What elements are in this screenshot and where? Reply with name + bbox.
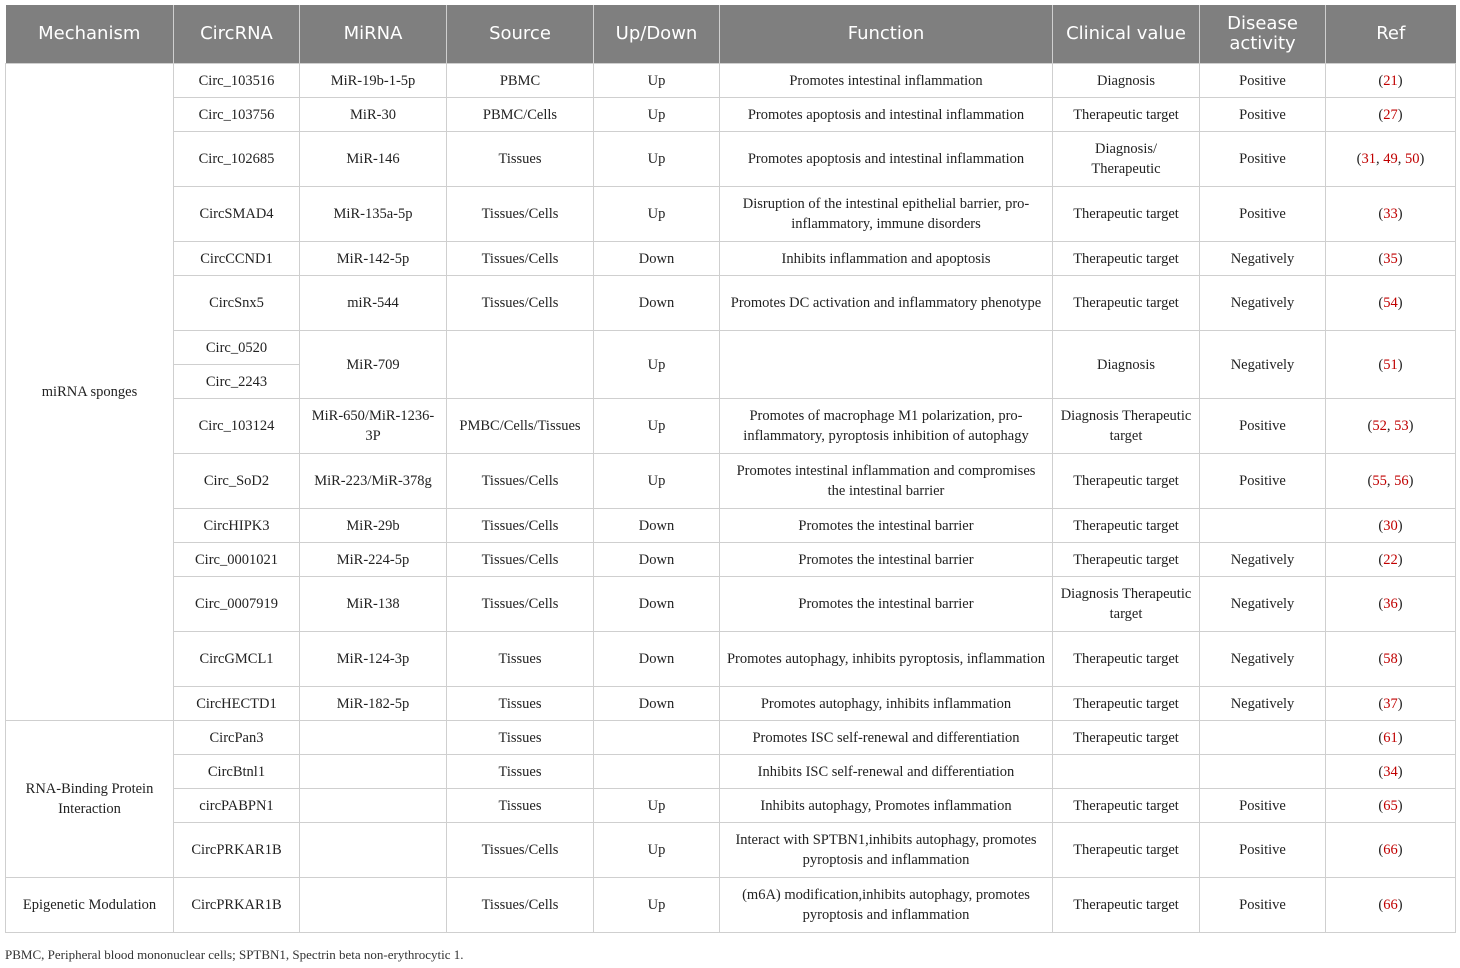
activity-cell: Positive xyxy=(1200,878,1326,933)
function-cell: (m6A) modification,inhibits autophagy, promotes pyroptosis and inflammation xyxy=(720,878,1053,933)
circrna-cell: CircHECTD1 xyxy=(174,687,300,721)
table-row xyxy=(6,721,1456,755)
table-row xyxy=(6,577,1456,632)
source-cell: Tissues/Cells xyxy=(447,242,594,276)
function-cell: Promotes ISC self-renewal and differentiation xyxy=(720,721,1053,755)
header-disease-activity: Disease activity xyxy=(1200,5,1326,64)
updown-cell xyxy=(594,755,720,789)
mirna-cell: miR-544 xyxy=(300,276,447,331)
activity-cell: Negatively xyxy=(1200,331,1326,399)
ref-link[interactable]: 66 xyxy=(1383,842,1398,858)
mechanism-cell-epigenetic: Epigenetic Modulation xyxy=(6,878,174,933)
mirna-cell: MiR-650/MiR-1236-3P xyxy=(300,399,447,454)
source-cell: Tissues xyxy=(447,789,594,823)
clinical-cell: Diagnosis xyxy=(1053,64,1200,98)
activity-cell xyxy=(1200,721,1326,755)
ref-cell: (61) xyxy=(1326,721,1456,755)
ref-cell: (34) xyxy=(1326,755,1456,789)
clinical-cell: Therapeutic target xyxy=(1053,878,1200,933)
table-row xyxy=(6,878,1456,933)
function-cell: Promotes of macrophage M1 polarization, pro-inflammatory, pyroptosis inhibition of autophagy xyxy=(720,399,1053,454)
clinical-cell: Therapeutic target xyxy=(1053,509,1200,543)
mirna-cell: MiR-182-5p xyxy=(300,687,447,721)
clinical-cell: Therapeutic target xyxy=(1053,543,1200,577)
clinical-cell: Therapeutic target xyxy=(1053,632,1200,687)
function-cell: Promotes apoptosis and intestinal inflammation xyxy=(720,98,1053,132)
function-cell: Disruption of the intestinal epithelial barrier, pro-inflammatory, immune disorders xyxy=(720,187,1053,242)
clinical-cell: Diagnosis Therapeutic target xyxy=(1053,577,1200,632)
mirna-cell xyxy=(300,878,447,933)
ref-cell: (58) xyxy=(1326,632,1456,687)
circrna-cell: Circ_0001021 xyxy=(174,543,300,577)
table-row xyxy=(6,399,1456,454)
ref-cell: (55, 56) xyxy=(1326,454,1456,509)
table-footnote: PBMC, Peripheral blood mononuclear cells; SPTBN1, Spectrin beta non-erythrocytic 1. xyxy=(5,947,464,962)
circrna-cell: CircSnx5 xyxy=(174,276,300,331)
source-cell: PMBC/Cells/Tissues xyxy=(447,399,594,454)
updown-cell: Down xyxy=(594,543,720,577)
ref-cell: (66) xyxy=(1326,878,1456,933)
updown-cell: Up xyxy=(594,454,720,509)
header-updown: Up/Down xyxy=(594,5,720,64)
activity-cell: Positive xyxy=(1200,187,1326,242)
updown-cell: Up xyxy=(594,823,720,878)
clinical-cell: Therapeutic target xyxy=(1053,454,1200,509)
updown-cell: Up xyxy=(594,331,720,399)
table-row xyxy=(6,789,1456,823)
function-cell: Inhibits ISC self-renewal and differentiation xyxy=(720,755,1053,789)
clinical-cell: Diagnosis xyxy=(1053,331,1200,399)
header-mechanism: Mechanism xyxy=(6,5,174,64)
circrna-cell: CircPRKAR1B xyxy=(174,878,300,933)
mirna-cell xyxy=(300,823,447,878)
circrna-cell: CircCCND1 xyxy=(174,242,300,276)
ref-cell: (54) xyxy=(1326,276,1456,331)
ref-link[interactable]: 27 xyxy=(1383,106,1398,123)
updown-cell: Up xyxy=(594,132,720,187)
mirna-cell: MiR-135a-5p xyxy=(300,187,447,242)
source-cell: Tissues/Cells xyxy=(447,454,594,509)
ref-cell: (66) xyxy=(1326,823,1456,878)
source-cell: Tissues xyxy=(447,755,594,789)
table-row xyxy=(6,509,1456,543)
ref-link[interactable]: 50 xyxy=(1405,151,1420,167)
function-cell: Inhibits inflammation and apoptosis xyxy=(720,242,1053,276)
ref-link[interactable]: 65 xyxy=(1383,797,1398,814)
clinical-cell: Therapeutic target xyxy=(1053,242,1200,276)
source-cell: Tissues xyxy=(447,132,594,187)
source-cell: Tissues/Cells xyxy=(447,577,594,632)
source-cell: Tissues xyxy=(447,687,594,721)
function-cell: Promotes the intestinal barrier xyxy=(720,577,1053,632)
activity-cell: Negatively xyxy=(1200,543,1326,577)
activity-cell: Positive xyxy=(1200,399,1326,454)
function-cell: Promotes apoptosis and intestinal inflammation xyxy=(720,132,1053,187)
function-cell: Promotes intestinal inflammation xyxy=(720,64,1053,98)
circrna-cell: Circ_0007919 xyxy=(174,577,300,632)
activity-cell: Positive xyxy=(1200,454,1326,509)
function-cell: Promotes DC activation and inflammatory phenotype xyxy=(720,276,1053,331)
circrna-cell: Circ_103516 xyxy=(174,64,300,98)
mirna-cell xyxy=(300,721,447,755)
circrna-cell: Circ_2243 xyxy=(174,365,300,399)
mechanism-cell-mirna-sponges: miRNA sponges xyxy=(6,64,174,721)
table-row xyxy=(6,242,1456,276)
function-cell: Promotes the intestinal barrier xyxy=(720,543,1053,577)
clinical-cell: Diagnosis Therapeutic target xyxy=(1053,399,1200,454)
activity-cell: Negatively xyxy=(1200,276,1326,331)
updown-cell: Up xyxy=(594,64,720,98)
ref-link[interactable]: 21 xyxy=(1383,72,1398,89)
mirna-cell: MiR-124-3p xyxy=(300,632,447,687)
activity-cell: Positive xyxy=(1200,789,1326,823)
header-ref: Ref xyxy=(1326,5,1456,64)
source-cell: Tissues/Cells xyxy=(447,276,594,331)
table-row xyxy=(6,64,1456,98)
updown-cell: Up xyxy=(594,187,720,242)
circrna-cell: Circ_103756 xyxy=(174,98,300,132)
clinical-cell: Diagnosis/ Therapeutic xyxy=(1053,132,1200,187)
mirna-cell: MiR-142-5p xyxy=(300,242,447,276)
mirna-cell: MiR-138 xyxy=(300,577,447,632)
table-row xyxy=(6,823,1456,878)
mirna-cell: MiR-223/MiR-378g xyxy=(300,454,447,509)
ref-link[interactable]: 22 xyxy=(1383,551,1398,568)
source-cell xyxy=(447,331,594,399)
source-cell: Tissues xyxy=(447,632,594,687)
mirna-cell xyxy=(300,789,447,823)
table-row xyxy=(6,98,1456,132)
function-cell: Promotes intestinal inflammation and compromises the intestinal barrier xyxy=(720,454,1053,509)
source-cell: Tissues/Cells xyxy=(447,509,594,543)
activity-cell: Negatively xyxy=(1200,242,1326,276)
ref-link[interactable]: 66 xyxy=(1383,897,1398,913)
ref-link[interactable]: 37 xyxy=(1383,695,1398,712)
function-cell: Promotes autophagy, inhibits pyroptosis, inflammation xyxy=(720,632,1053,687)
ref-link[interactable]: 30 xyxy=(1383,517,1398,534)
updown-cell: Down xyxy=(594,242,720,276)
ref-cell: (27) xyxy=(1326,98,1456,132)
circrna-cell: CircSMAD4 xyxy=(174,187,300,242)
table-row xyxy=(6,331,1456,365)
source-cell: Tissues/Cells xyxy=(447,543,594,577)
ref-cell: (22) xyxy=(1326,543,1456,577)
mirna-cell: MiR-30 xyxy=(300,98,447,132)
updown-cell: Up xyxy=(594,878,720,933)
function-cell: Interact with SPTBN1,inhibits autophagy, promotes pyroptosis and inflammation xyxy=(720,823,1053,878)
table-body xyxy=(6,64,1456,933)
ref-link[interactable]: 55 xyxy=(1372,473,1387,489)
activity-cell: Positive xyxy=(1200,823,1326,878)
mirna-cell: MiR-29b xyxy=(300,509,447,543)
header-circrna: CircRNA xyxy=(174,5,300,64)
updown-cell: Down xyxy=(594,577,720,632)
source-cell: Tissues xyxy=(447,721,594,755)
table-row xyxy=(6,632,1456,687)
function-cell: Inhibits autophagy, Promotes inflammation xyxy=(720,789,1053,823)
circrna-cell: circPABPN1 xyxy=(174,789,300,823)
ref-cell: (36) xyxy=(1326,577,1456,632)
ref-link[interactable]: 61 xyxy=(1383,729,1398,746)
mirna-cell: MiR-19b-1-5p xyxy=(300,64,447,98)
table-row xyxy=(6,276,1456,331)
function-cell: Promotes autophagy, inhibits inflammation xyxy=(720,687,1053,721)
clinical-cell: Therapeutic target xyxy=(1053,789,1200,823)
activity-cell xyxy=(1200,755,1326,789)
ref-cell: (33) xyxy=(1326,187,1456,242)
activity-cell: Negatively xyxy=(1200,632,1326,687)
ref-cell: (30) xyxy=(1326,509,1456,543)
header-row xyxy=(6,5,1456,64)
header-clinical-value: Clinical value xyxy=(1053,5,1200,64)
activity-cell: Positive xyxy=(1200,98,1326,132)
clinical-cell: Therapeutic target xyxy=(1053,98,1200,132)
updown-cell: Up xyxy=(594,399,720,454)
mirna-cell: MiR-224-5p xyxy=(300,543,447,577)
source-cell: PBMC xyxy=(447,64,594,98)
ref-cell: (35) xyxy=(1326,242,1456,276)
circrna-cell: CircPRKAR1B xyxy=(174,823,300,878)
ref-link[interactable]: 53 xyxy=(1394,418,1409,434)
ref-link[interactable]: 51 xyxy=(1383,356,1398,373)
ref-cell: (21) xyxy=(1326,64,1456,98)
circrna-cell: CircHIPK3 xyxy=(174,509,300,543)
mechanism-cell-rbp-interaction: RNA-Binding Protein Interaction xyxy=(6,721,174,878)
updown-cell: Down xyxy=(594,276,720,331)
source-cell: Tissues/Cells xyxy=(447,187,594,242)
updown-cell: Up xyxy=(594,789,720,823)
mirna-cell xyxy=(300,755,447,789)
updown-cell: Down xyxy=(594,687,720,721)
updown-cell: Up xyxy=(594,98,720,132)
ref-cell: (51) xyxy=(1326,331,1456,399)
ref-cell: (52, 53) xyxy=(1326,399,1456,454)
circrna-cell: CircGMCL1 xyxy=(174,632,300,687)
table-row xyxy=(6,454,1456,509)
function-cell: Promotes the intestinal barrier xyxy=(720,509,1053,543)
ref-cell: (31, 49, 50) xyxy=(1326,132,1456,187)
activity-cell: Negatively xyxy=(1200,687,1326,721)
table-row xyxy=(6,687,1456,721)
table-row xyxy=(6,543,1456,577)
activity-cell xyxy=(1200,509,1326,543)
header-source: Source xyxy=(447,5,594,64)
ref-link[interactable]: 52 xyxy=(1372,418,1387,434)
table-container xyxy=(5,5,1455,933)
source-cell: Tissues/Cells xyxy=(447,878,594,933)
ref-link[interactable]: 58 xyxy=(1383,651,1398,667)
clinical-cell: Therapeutic target xyxy=(1053,187,1200,242)
header-mirna: MiRNA xyxy=(300,5,447,64)
clinical-cell: Therapeutic target xyxy=(1053,721,1200,755)
mirna-cell: MiR-709 xyxy=(300,331,447,399)
ref-link[interactable]: 49 xyxy=(1383,151,1398,167)
table-row xyxy=(6,187,1456,242)
header-function: Function xyxy=(720,5,1053,64)
clinical-cell: Therapeutic target xyxy=(1053,823,1200,878)
activity-cell: Negatively xyxy=(1200,577,1326,632)
function-cell xyxy=(720,331,1053,399)
ref-link[interactable]: 33 xyxy=(1383,206,1398,222)
circrna-cell: CircPan3 xyxy=(174,721,300,755)
table-row xyxy=(6,132,1456,187)
clinical-cell: Therapeutic target xyxy=(1053,276,1200,331)
table-row xyxy=(6,755,1456,789)
ref-link[interactable]: 36 xyxy=(1383,596,1398,612)
updown-cell: Down xyxy=(594,509,720,543)
source-cell: Tissues/Cells xyxy=(447,823,594,878)
clinical-cell xyxy=(1053,755,1200,789)
source-cell: PBMC/Cells xyxy=(447,98,594,132)
ref-link[interactable]: 54 xyxy=(1383,295,1398,311)
circrna-table xyxy=(5,5,1456,933)
ref-link[interactable]: 56 xyxy=(1394,473,1409,489)
ref-link[interactable]: 35 xyxy=(1383,250,1398,267)
activity-cell: Positive xyxy=(1200,64,1326,98)
ref-cell: (65) xyxy=(1326,789,1456,823)
circrna-cell: Circ_102685 xyxy=(174,132,300,187)
mirna-cell: MiR-146 xyxy=(300,132,447,187)
circrna-cell: Circ_SoD2 xyxy=(174,454,300,509)
activity-cell: Positive xyxy=(1200,132,1326,187)
ref-cell: (37) xyxy=(1326,687,1456,721)
updown-cell xyxy=(594,721,720,755)
circrna-cell: Circ_0520 xyxy=(174,331,300,365)
ref-link[interactable]: 34 xyxy=(1383,763,1398,780)
ref-link[interactable]: 31 xyxy=(1361,151,1376,167)
updown-cell: Down xyxy=(594,632,720,687)
circrna-cell: Circ_103124 xyxy=(174,399,300,454)
clinical-cell: Therapeutic target xyxy=(1053,687,1200,721)
circrna-cell: CircBtnl1 xyxy=(174,755,300,789)
